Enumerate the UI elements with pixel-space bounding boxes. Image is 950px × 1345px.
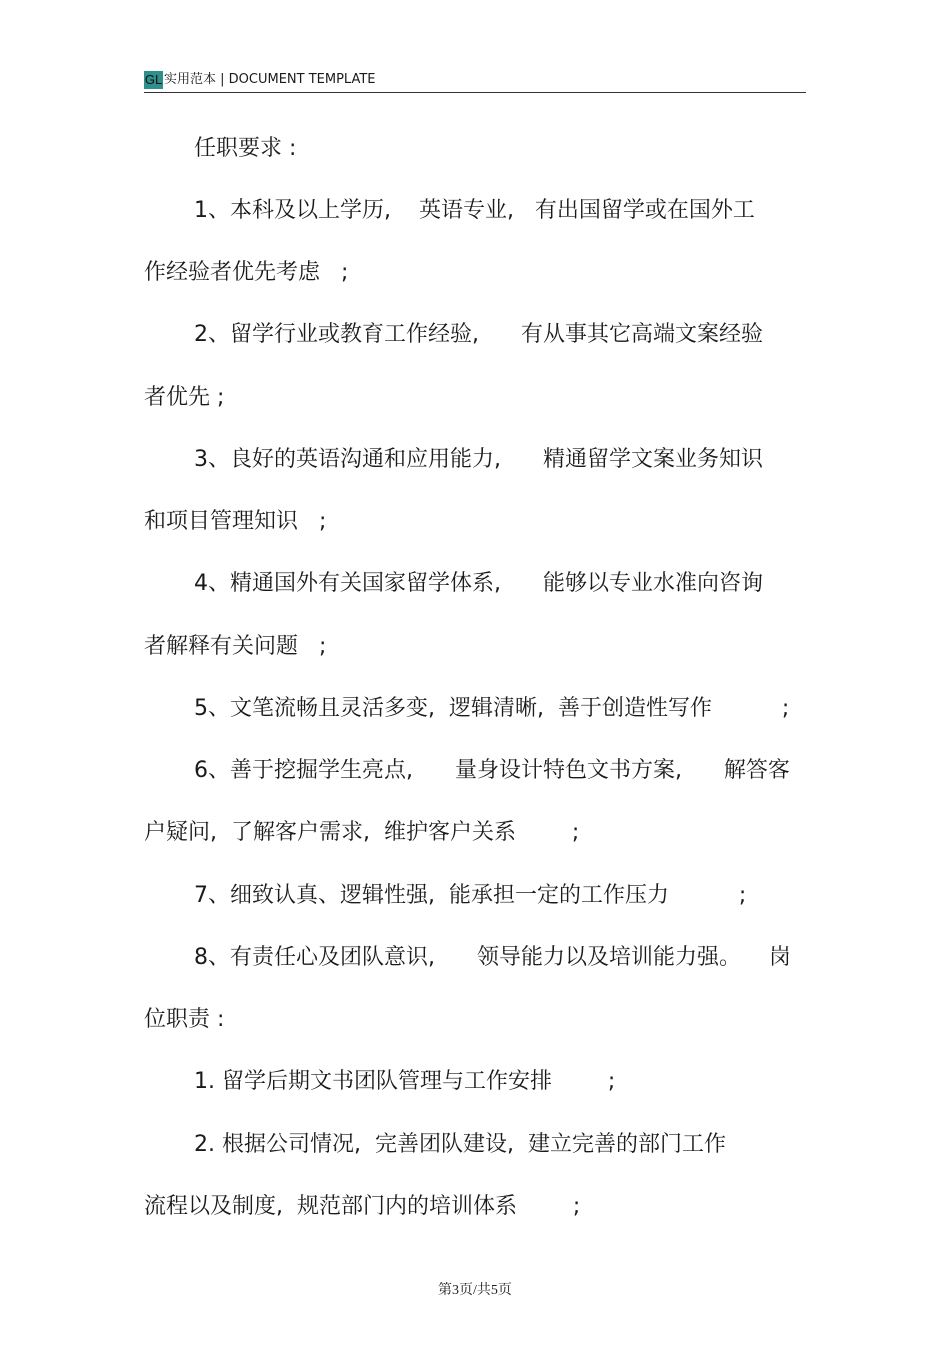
paragraph-line: 流程以及制度, 规范部门内的培训体系 ; <box>144 1194 581 1219</box>
document-header <box>144 70 806 92</box>
paragraph-line: 5、文笔流畅且灵活多变, 逻辑清晰, 善于创造性写作 ; <box>194 696 790 721</box>
paragraph-line: 1. 留学后期文书团队管理与工作安排 ; <box>194 1069 616 1094</box>
gl-logo: GL <box>144 72 163 87</box>
paragraph-line: 位职责 : <box>144 1007 225 1032</box>
paragraph-line: 和项目管理知识 ; <box>144 509 327 534</box>
paragraph-line: 者解释有关问题 ; <box>144 634 327 659</box>
paragraph-line: 1、本科及以上学历, 英语专业, 有出国留学或在国外工 <box>194 198 755 223</box>
paragraph-line: 8、有责任心及团队意识, 领导能力以及培训能力强。 岗 <box>194 945 791 970</box>
paragraph-line: 3、良好的英语沟通和应用能力, 精通留学文案业务知识 <box>194 447 763 472</box>
page-number: 第3页/共5页 <box>438 1283 512 1298</box>
paragraph-line: 作经验者优先考虑 ; <box>144 260 349 285</box>
paragraph-line: 2、留学行业或教育工作经验, 有从事其它高端文案经验 <box>194 322 763 347</box>
header-divider <box>144 92 806 93</box>
paragraph-line: 4、精通国外有关国家留学体系, 能够以专业水准向咨询 <box>194 571 763 596</box>
paragraph-line: 任职要求 : <box>194 136 297 161</box>
paragraph-line: 户疑问, 了解客户需求, 维护客户关系 ; <box>144 820 580 845</box>
header-title: 实用范本 | DOCUMENT TEMPLATE <box>164 72 376 87</box>
paragraph-line: 6、善于挖掘学生亮点, 量身设计特色文书方案, 解答客 <box>194 758 790 783</box>
paragraph-line: 7、细致认真、逻辑性强, 能承担一定的工作压力 ; <box>194 883 747 908</box>
paragraph-line: 2. 根据公司情况, 完善团队建设, 建立完善的部门工作 <box>194 1132 726 1157</box>
paragraph-line: 者优先 ; <box>144 385 225 410</box>
